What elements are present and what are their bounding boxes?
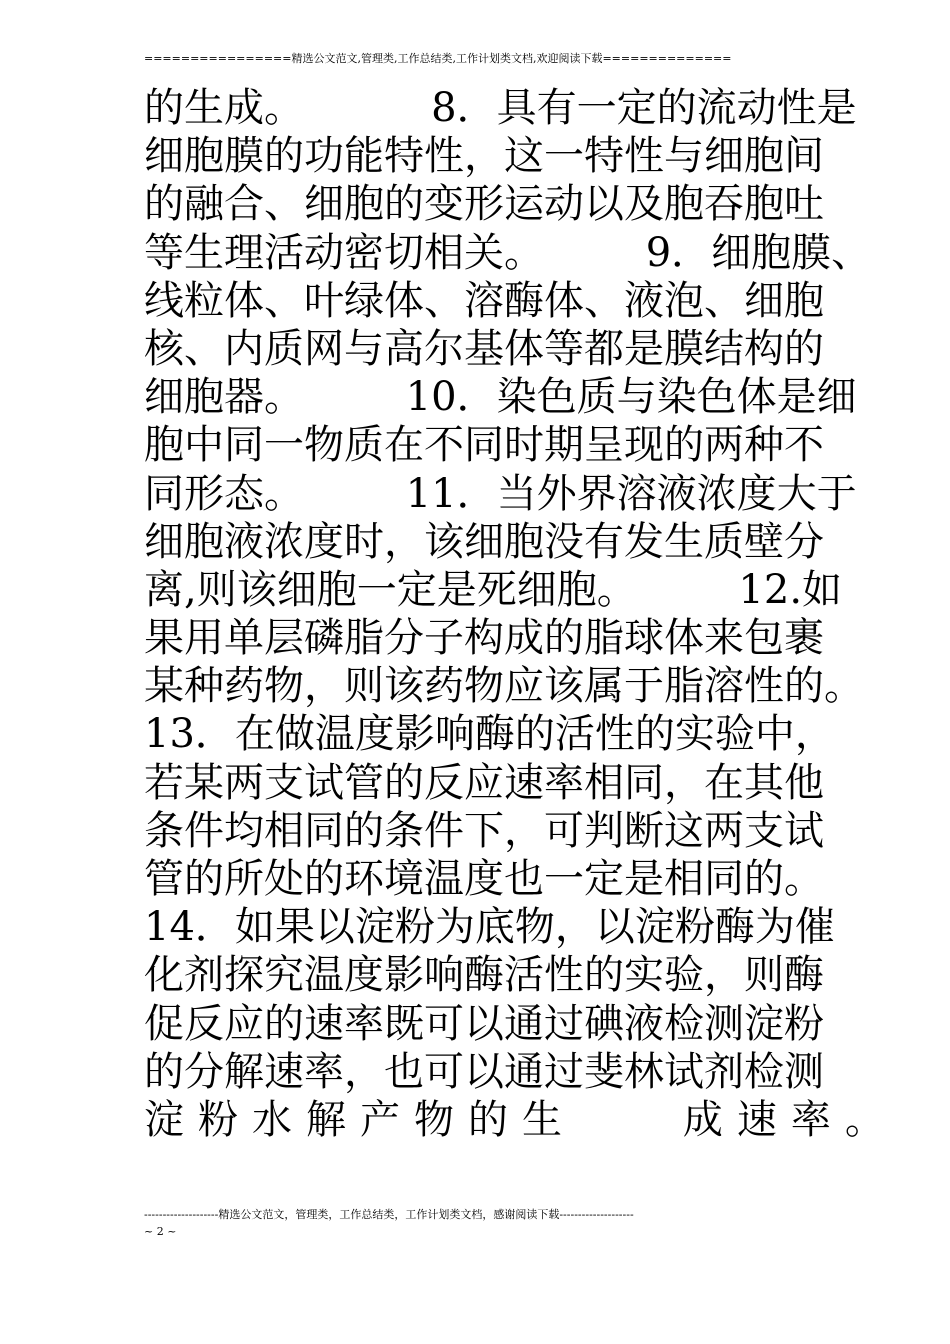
text-line: 胞中同一物质在不同时期呈现的两种不 <box>144 422 824 469</box>
text-line: 离,则该细胞一定是死细胞。 12.如 <box>144 566 843 613</box>
text-line: 果用单层磷脂分子构成的脂球体来包裹 <box>144 615 824 662</box>
text-line: 管的所处的环境温度也一定是相同的。 <box>144 856 824 902</box>
text-line: 线粒体、叶绿体、溶酶体、液泡、细胞 <box>144 277 824 324</box>
text-line: 若某两支试管的反应速率相同，在其他 <box>144 759 824 806</box>
text-line: 促反应的速率既可以通过碘液检测淀粉 <box>144 1000 824 1047</box>
text-line: 的生成。 8．具有一定的流动性是 <box>144 85 857 131</box>
text-line-last: 淀粉水解产物的生 成速率。 <box>144 1096 899 1143</box>
text-line: 细胞膜的功能特性，这一特性与细胞间 <box>144 133 824 180</box>
text-line: 细胞液浓度时，该细胞没有发生质壁分 <box>144 518 824 565</box>
text-line: 的分解速率，也可以通过斐林试剂检测 <box>144 1048 824 1095</box>
text-line: 某种药物，则该药物应该属于脂溶性的。 <box>144 663 864 710</box>
text-line: 细胞器。 10．染色质与染色体是细 <box>144 374 857 421</box>
page-header: ================精选公文范文,管理类,工作总结类,工作计划类文档,欢迎阅读下载============== <box>144 52 732 65</box>
page-footer: --------------------精选公文范文，管理类，工作总结类，工作计划类文档，感谢阅读下载-------------------- <box>144 1208 634 1221</box>
text-line: 核、内质网与高尔基体等都是膜结构的 <box>144 325 824 372</box>
text-line: 14．如果以淀粉为底物，以淀粉酶为催 <box>144 904 835 951</box>
text-line: 的融合、细胞的变形运动以及胞吞胞吐 <box>144 181 824 228</box>
page-number: ~ 2 ~ <box>144 1225 177 1238</box>
text-line: 同形态。 11．当外界溶液浓度大于 <box>144 470 857 517</box>
text-line: 条件均相同的条件下，可判断这两支试 <box>144 807 824 854</box>
document-body <box>144 84 899 1144</box>
text-line: 等生理活动密切相关。 9．细胞膜、 <box>144 229 872 276</box>
text-line: 化剂探究温度影响酶活性的实验，则酶 <box>144 952 824 999</box>
text-line: 13．在做温度影响酶的活性的实验中， <box>144 711 835 758</box>
